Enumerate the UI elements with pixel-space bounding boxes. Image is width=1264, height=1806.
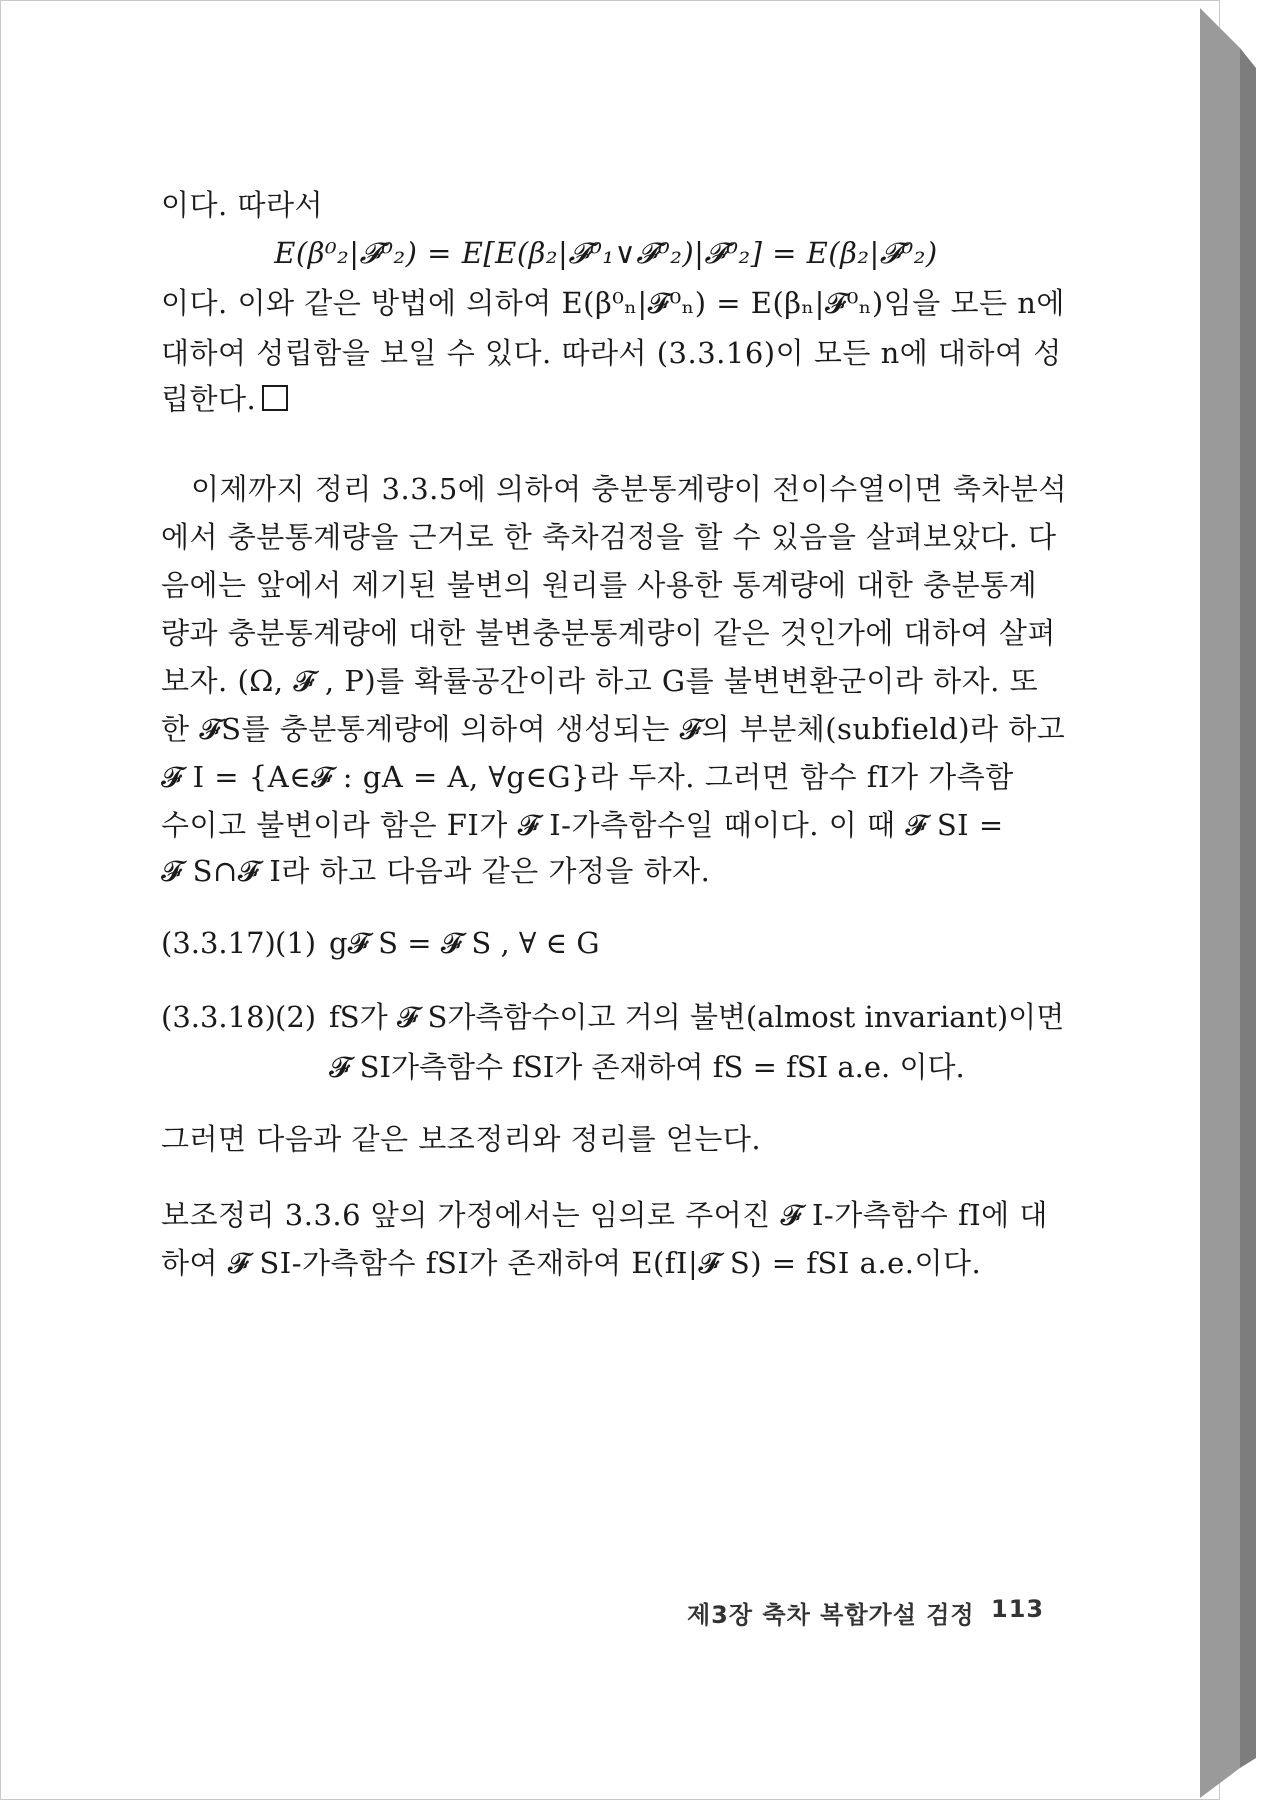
text-line-with-qed [161, 379, 1051, 419]
paragraph-line: 음에는 앞에서 제기된 불변의 원리를 사용한 통계량에 대한 충분통계 [161, 568, 1038, 602]
paragraph-line: 수이고 불변이라 함은 FI가 𝓕 I-가측함수일 때이다. 이 때 𝓕 SI = [161, 808, 1004, 842]
assumption-text: fS가 𝓕 S가측함수이고 거의 불변(almost invariant)이면 [329, 1000, 1065, 1034]
paragraph-line: 이제까지 정리 3.3.5에 의하여 충분통계량이 전이수열이면 축차분석 [191, 472, 1067, 506]
assumption-label: (3.3.17) [161, 926, 276, 960]
assumption-text: 𝓕 SI가측함수 fSI가 존재하여 fS = fSI a.e. 이다. [329, 1050, 965, 1084]
paragraph-line: 량과 충분통계량에 대한 불변충분통계량이 같은 것인가에 대하여 살펴 [161, 616, 1056, 650]
text-line: 이다. 따라서 [161, 188, 324, 222]
lemma-line: 보조정리 3.3.6 앞의 가정에서는 임의로 주어진 𝓕 I-가측함수 fI에 대 [161, 1198, 1048, 1232]
text-line: 대하여 성립함을 보일 수 있다. 따라서 (3.3.16)이 모든 n에 대하여 성 [161, 336, 1062, 370]
text-line: 이다. 이와 같은 방법에 의하여 E(β⁰ₙ|𝓕⁰ₙ) = E(βₙ|𝓕⁰ₙ)임을 모든 n에 [161, 286, 1065, 320]
assumption-number: (2) [275, 1000, 317, 1034]
paragraph-line: 𝓕 I = {A∈𝓕 : gA = A, ∀g∈G}라 두자. 그러면 함수 fI가 가측함 [161, 760, 1014, 794]
book-spine-shadow [1200, 8, 1256, 1798]
paragraph-line: 에서 충분통계량을 근거로 한 축차검정을 할 수 있음을 살펴보았다. 다 [161, 520, 1057, 554]
paragraph-line: 𝓕 S∩𝓕 I라 하고 다음과 같은 가정을 하자. [161, 854, 711, 888]
running-footer: 제3장 축차 복합가설 검정 [687, 1601, 975, 1629]
assumption-text: g𝓕 S = 𝓕 S , ∀ ∈ G [329, 926, 600, 960]
paragraph-line: 한 𝓕S를 충분통계량에 의하여 생성되는 𝓕의 부분체(subfield)라 하고 [161, 712, 1066, 746]
paragraph-line: 보자. (Ω, 𝓕 , P)를 확률공간이라 하고 G를 불변변환군이라 하자. 또 [161, 664, 1039, 698]
assumption-number: (1) [275, 926, 317, 960]
assumption-label: (3.3.18) [161, 1000, 276, 1034]
qed-square-icon [262, 385, 288, 411]
text-line: 립한다. [161, 382, 257, 416]
equation: E(β⁰₂|𝓕⁰₂) = E[E(β₂|𝓕⁰₁∨𝓕⁰₂)|𝓕⁰₂] = E(β₂|𝓕⁰₂) [274, 236, 938, 270]
lemma-line: 하여 𝓕 SI-가측함수 fSI가 존재하여 E(fI|𝓕 S) = fSI a.e.이다. [161, 1246, 982, 1280]
page-number: 113 [991, 1595, 1045, 1623]
text-line: 그러면 다음과 같은 보조정리와 정리를 얻는다. [161, 1122, 762, 1156]
